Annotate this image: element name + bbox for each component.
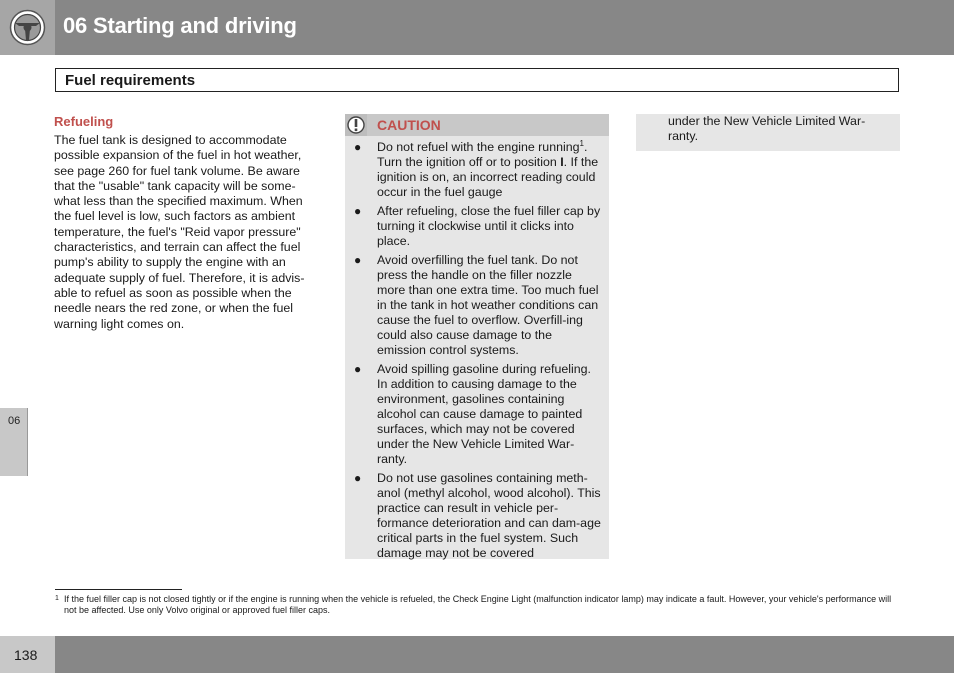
caution-item-text: After refueling, close the fuel filler cap by turning it clockwise until it clicks into place. <box>377 204 601 248</box>
footnote-mark: 1 <box>55 595 59 602</box>
caution-item <box>345 362 609 467</box>
ignition-position: I <box>560 155 564 169</box>
steering-wheel-icon <box>9 9 46 46</box>
refueling-body: The fuel tank is designed to accommodate possible expansion of the fuel in hot weather, see page 260 for fuel tank volume. Be aware that the "usable" tank capacity will be some-what less than the specified maximum. When the fuel level is low, such factors as ambient temperature, the fuel's "Reid vapor pressure" characteristics, and terrain can affect the fuel pump's ability to supply the engine with an adequate supply of fuel. Therefore, it is advis-able to refuel as soon as possible when the needle nears the red zone, or when the fuel warning light comes on. <box>54 133 305 331</box>
exclamation-warning-icon <box>347 115 365 135</box>
caution-icon-wrap <box>345 114 367 136</box>
bullet-icon: ● <box>354 471 362 485</box>
caution-item-text: Avoid spilling gasoline during refueling. In addition to causing damage to the environment, gasolines containing alcohol can cause damage to painted surfaces, which may not be covered under the New Vehicle Limited War-ranty. <box>377 362 591 466</box>
page-number-box <box>0 636 55 673</box>
caution-item <box>345 204 609 249</box>
footnote-divider <box>55 589 182 590</box>
caution-continuation-box <box>636 114 900 151</box>
caution-item-text: Do not use gasolines containing meth-anol (methyl alcohol, wood alcohol). This practice can result in vehicle per-formance deterioration and can dam-age critical parts in the fuel system. Such damage may not be covered <box>377 471 601 560</box>
caution-item-text: . If the ignition is on, an incorrect reading could occur in the fuel gauge <box>377 155 599 199</box>
caution-item-text: Avoid overfilling the fuel tank. Do not press the handle on the filler nozzle more than one extra time. Too much fuel in the tank in hot weather conditions can cause the fuel to overflow. Overfill-ing could also cause damage to the emission control systems. <box>377 253 599 357</box>
caution-header <box>345 114 609 136</box>
refueling-column <box>54 114 318 332</box>
side-tab-label: 06 <box>8 415 21 427</box>
caution-item <box>345 140 609 200</box>
footer-bar <box>0 636 954 673</box>
caution-item-text: Do not refuel with the engine running <box>377 140 580 154</box>
section-title: Fuel requirements <box>65 72 196 89</box>
caution-item <box>345 471 609 561</box>
bullet-icon: ● <box>354 362 362 376</box>
caution-continuation-text: under the New Vehicle Limited War-ranty. <box>668 114 866 143</box>
caution-label: CAUTION <box>377 117 441 133</box>
bullet-icon: ● <box>354 253 362 267</box>
chapter-side-tab <box>0 408 28 476</box>
caution-list <box>345 140 609 565</box>
footnote-text: If the fuel filler cap is not closed tightly or if the engine is running when the vehicle is refueled, the Check Engine Light (malfunction indicator lamp) may indicate a fault. However, your vehicle's performance will not be affected. Use only Volvo original or approved fuel filler caps. <box>64 594 892 615</box>
chapter-title: 06 Starting and driving <box>63 13 297 38</box>
caution-item-text: . Turn the ignition off or to position <box>377 140 588 169</box>
footnote-ref: 1 <box>579 138 584 148</box>
caution-box <box>345 114 609 559</box>
page-number: 138 <box>14 647 38 663</box>
bullet-icon: ● <box>354 204 362 218</box>
chapter-logo <box>0 0 55 55</box>
refueling-heading: Refueling <box>54 114 114 129</box>
section-header <box>55 68 899 92</box>
caution-item <box>345 253 609 358</box>
bullet-icon: ● <box>354 140 362 154</box>
